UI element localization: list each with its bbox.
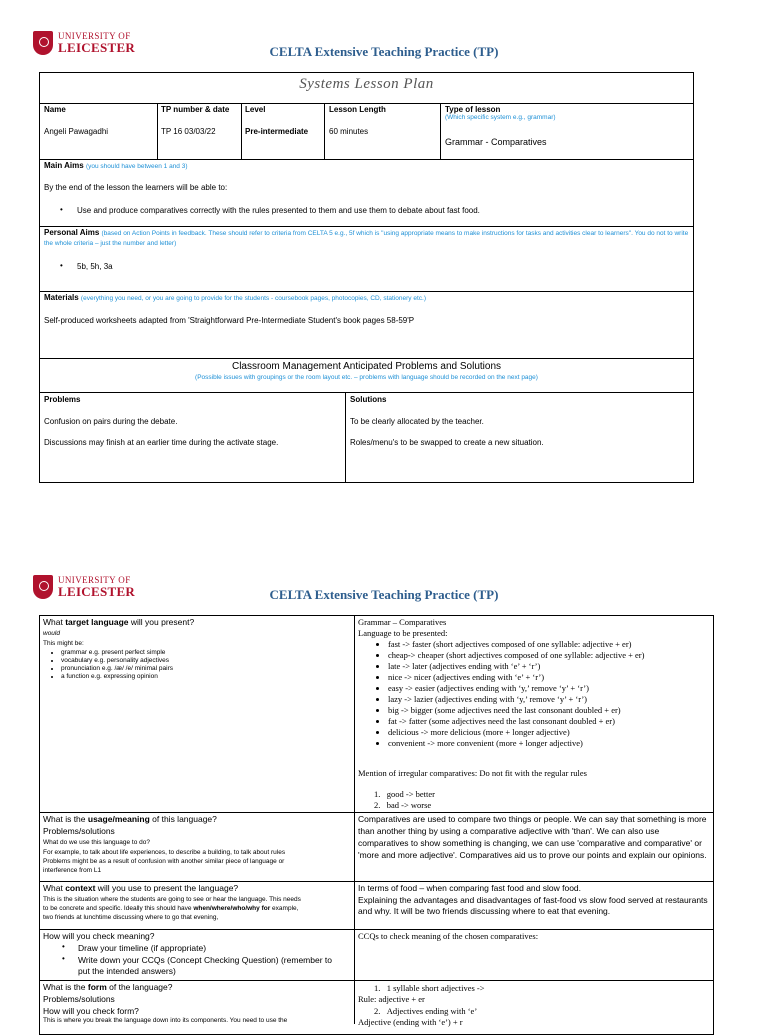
target-answer-list <box>372 639 712 749</box>
main-aims-item: Use and produce comparatives correctly with the rules presented to them and use them to debate about fast food. <box>77 206 480 215</box>
list-item: • big -> bigger (some adjectives need the last consonant doubled + er) <box>388 705 712 716</box>
personal-aims-hint: (based on Action Points in feedback. These should refer to criteria from CELTA 5 e.g., 5f which is "using appropriate means to make instructions for tasks and activities clear to learners". You do not to write the whole criteria – just the number and letter) <box>44 230 689 248</box>
context-answer-1: In terms of food – when comparing fast food and slow food. <box>358 883 582 893</box>
plan-title: Systems Lesson Plan <box>299 76 434 92</box>
target-answer-title: Grammar – Comparatives <box>358 617 447 627</box>
usage-small-1: What do we use this language to do? <box>43 839 150 846</box>
main-aims-label: Main Aims <box>44 161 84 170</box>
list-item: • pronunciation e.g. /æ/ /e/ minimal pairs <box>61 665 347 673</box>
check-bullet-2: Write down your CCQs (Concept Checking Question) (remember to put the intended answers) <box>78 955 332 976</box>
form-sub-1: Problems/solutions <box>43 994 115 1004</box>
irregular-2: 2. bad -> worse <box>374 800 432 810</box>
problem-1: Confusion on pairs during the debate. <box>44 417 178 426</box>
target-question: What target language will you present? <box>43 617 195 627</box>
bullet-icon: • <box>60 205 63 214</box>
problems-label: Problems <box>44 395 81 404</box>
target-examples <box>47 649 347 682</box>
context-answer-2: Explaining the advantages and disadvantages of fast-food vs slow food served at restaurants and why. It will be two friends discussing where to eat that evening. <box>358 895 708 917</box>
personal-aims-heading <box>44 228 689 248</box>
length-value: 60 minutes <box>329 127 369 136</box>
form-question: What is the form of the language? <box>43 982 173 992</box>
form-answer-1: 1. 1 syllable short adjectives -> <box>374 983 485 993</box>
bullet-icon: • <box>62 954 65 963</box>
bullet-icon: • <box>62 942 65 951</box>
page-header: CELTA Extensive Teaching Practice (TP) <box>269 587 499 602</box>
list-item: • convenient -> more convenient (more + longer adjective) <box>388 738 712 749</box>
length-label: Lesson Length <box>329 105 386 114</box>
logo-line1: UNIVERSITY OF <box>58 31 131 41</box>
form-answer-3: Adjective (ending with ‘e’) + r <box>358 1017 463 1027</box>
target-might: This might be: <box>43 640 84 647</box>
target-would: would <box>43 630 60 637</box>
materials-label: Materials <box>44 293 79 302</box>
context-small-1: This is the situation where the students are going to see or hear the language. This needs <box>43 896 301 903</box>
classroom-hint: (Possible issues with groupings or the room layout etc. – problems with language should be recorded on the next page) <box>195 374 538 381</box>
name-value: Angeli Pawagadhi <box>44 127 109 136</box>
list-item: • a function e.g. expressing opinion <box>61 673 347 681</box>
solution-2: Roles/menu's to be swapped to create a new situation. <box>350 438 544 447</box>
form-answer-2: 2. Adjectives ending with ‘e’ <box>374 1006 478 1016</box>
context-small-3: two friends at lunchtime discussing where to go that evening, <box>43 914 219 921</box>
main-aims-heading <box>44 161 188 171</box>
page-header: CELTA Extensive Teaching Practice (TP) <box>269 44 499 59</box>
form-answer-rule: Rule: adjective + er <box>358 994 425 1004</box>
list-item: • lazy -> lazier (adjectives ending with ‘y,’ remove ‘y’ + ‘r’) <box>388 694 712 705</box>
bullet-icon: • <box>60 261 63 270</box>
personal-aims-label: Personal Aims <box>44 228 100 237</box>
problem-2: Discussions may finish at an earlier time during the activate stage. <box>44 438 279 447</box>
usage-question: What is the usage/meaning of this language? <box>43 814 217 824</box>
type-hint: (Which specific system e.g., grammar) <box>445 114 556 121</box>
list-item: • fat -> fatter (some adjectives need the last consonant doubled + er) <box>388 716 712 727</box>
materials-value: Self-produced worksheets adapted from 'Straightforward Pre-Intermediate Student's book pages 58-59'P <box>44 316 415 325</box>
form-sub-2: How will you check form? <box>43 1006 139 1016</box>
list-item: • grammar e.g. present perfect simple <box>61 649 347 657</box>
materials-heading <box>44 293 689 303</box>
main-aims-hint: (you should have between 1 and 3) <box>85 163 188 170</box>
usage-sub: Problems/solutions <box>43 826 115 836</box>
type-label: Type of lesson <box>445 105 501 114</box>
form-small: This is where you break the language down into its components. You need to use the <box>43 1017 288 1024</box>
usage-small-3: Problems might be as a result of confusion with another similar piece of language or <box>43 858 285 865</box>
solution-1: To be clearly allocated by the teacher. <box>350 417 484 426</box>
list-item: • cheap-> cheaper (short adjectives composed of one syllable: adjective + er) <box>388 650 712 661</box>
check-bullet-1: Draw your timeline (if appropriate) <box>78 943 207 953</box>
check-answer: CCQs to check meaning of the chosen comparatives: <box>358 931 539 941</box>
type-value: Grammar - Comparatives <box>445 137 547 147</box>
irregular-note: Mention of irregular comparatives: Do not fit with the regular rules <box>358 768 587 778</box>
level-label: Level <box>245 105 266 114</box>
list-item: • fast -> faster (short adjectives composed of one syllable: adjective + er) <box>388 639 712 650</box>
logo-line2: LEICESTER <box>58 584 136 599</box>
logo-line2: LEICESTER <box>58 40 136 55</box>
materials-hint: (everything you need, or you are going to provide for the students - coursebook pages, photocopies, CD, stationery etc.) <box>80 295 426 302</box>
list-item: • delicious -> more delicious (more + longer adjective) <box>388 727 712 738</box>
list-item: • nice -> nicer (adjectives ending with ‘e’ + ‘r’) <box>388 672 712 683</box>
logo-line1: UNIVERSITY OF <box>58 575 131 585</box>
usage-answer: Comparatives are used to compare two things or people. We can say that something is more than another thing by using a comparative adjective with 'than'. We can also use comparatives to show something is changing, we can use 'comparative and comparative' or 'more and more adjective'. Comparatives aid us to prove our points and explain our opinions. <box>358 814 707 860</box>
tp-value: TP 16 03/03/22 <box>161 127 216 136</box>
usage-small-2: For example, to talk about life experiences, to describe a building, to talk about rules <box>43 849 286 856</box>
check-question: How will you check meaning? <box>43 931 155 941</box>
tp-label: TP number & date <box>161 105 230 114</box>
context-small-2: to be concrete and specific. Ideally this should have when/where/who/why for example, <box>43 905 299 912</box>
context-question: What context will you use to present the language? <box>43 883 239 893</box>
level-value: Pre-intermediate <box>245 127 309 136</box>
solutions-label: Solutions <box>350 395 387 404</box>
list-item: • vocabulary e.g. personality adjectives <box>61 657 347 665</box>
main-aims-intro: By the end of the lesson the learners will be able to: <box>44 183 228 192</box>
personal-aims-item: 5b, 5h, 3a <box>77 262 113 271</box>
list-item: • late -> later (adjectives ending with ‘e’ + ‘r’) <box>388 661 712 672</box>
name-label: Name <box>44 105 66 114</box>
list-item: • easy -> easier (adjectives ending with ‘y,’ remove ‘y’ + ‘r’) <box>388 683 712 694</box>
classroom-title: Classroom Management Anticipated Problems and Solutions <box>231 361 502 372</box>
usage-small-4: interference from L1 <box>43 867 102 874</box>
irregular-1: 1. good -> better <box>374 789 435 799</box>
target-answer-sub: Language to be presented: <box>358 628 448 638</box>
